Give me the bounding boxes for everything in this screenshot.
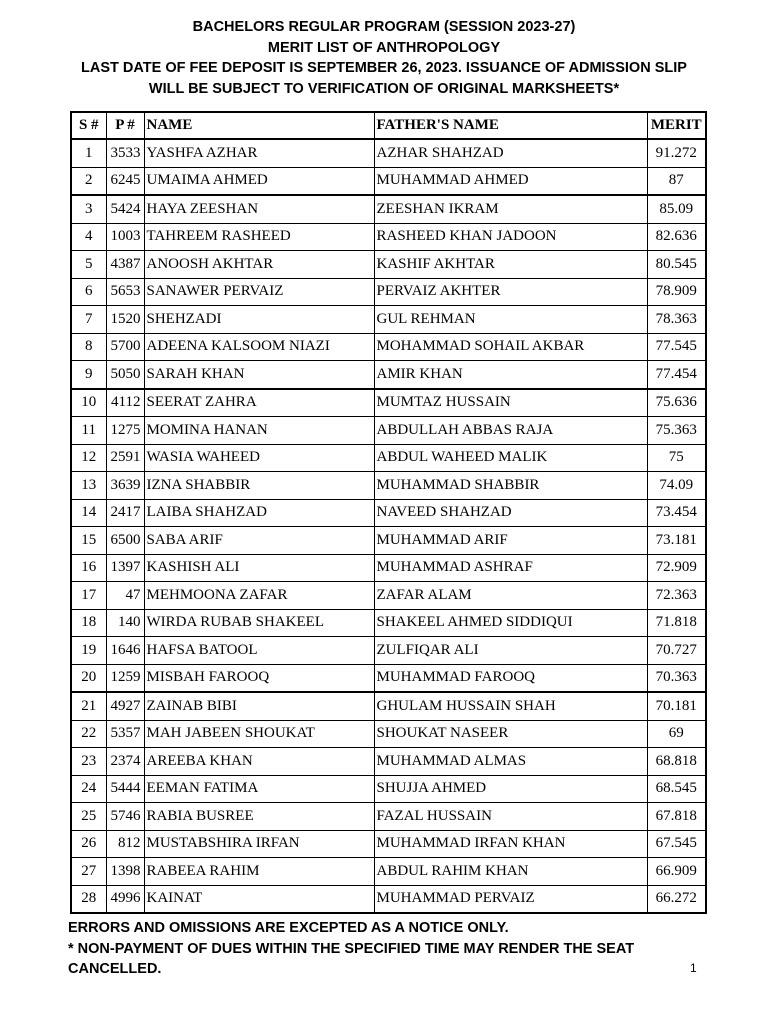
- cell-name: ANOOSH AKHTAR: [144, 251, 374, 279]
- cell-name: WIRDA RUBAB SHAKEEL: [144, 609, 374, 637]
- cell-p-number: 5050: [106, 361, 144, 389]
- cell-p-number: 2374: [106, 748, 144, 776]
- cell-p-number: 2591: [106, 444, 144, 472]
- cell-father-name: MUHAMMAD SHABBIR: [374, 472, 647, 500]
- table-row: [71, 306, 706, 334]
- cell-father-name: MUHAMMAD ALMAS: [374, 748, 647, 776]
- cell-serial: 24: [71, 775, 106, 803]
- cell-merit: 72.363: [647, 582, 706, 610]
- program-title: BACHELORS REGULAR PROGRAM (SESSION 2023-27): [192, 19, 576, 35]
- cell-serial: 1: [71, 139, 106, 167]
- table-row: [71, 885, 706, 913]
- table-row: [71, 830, 706, 858]
- cell-serial: 28: [71, 885, 106, 913]
- table-row: [71, 664, 706, 692]
- cell-father-name: PERVAIZ AKHTER: [374, 278, 647, 306]
- cell-p-number: 1520: [106, 306, 144, 334]
- errors-notice: ERRORS AND OMISSIONS ARE EXCEPTED AS A NOTICE ONLY.: [68, 920, 509, 936]
- cell-merit: 72.909: [647, 554, 706, 582]
- cell-merit: 78.909: [647, 278, 706, 306]
- table-row: [71, 444, 706, 472]
- cell-merit: 80.545: [647, 251, 706, 279]
- cell-serial: 26: [71, 830, 106, 858]
- cell-father-name: NAVEED SHAHZAD: [374, 499, 647, 527]
- cell-merit: 70.363: [647, 664, 706, 692]
- cell-p-number: 5357: [106, 720, 144, 748]
- cell-name: IZNA SHABBIR: [144, 472, 374, 500]
- cell-merit: 70.727: [647, 637, 706, 665]
- col-name-header: NAME: [144, 112, 374, 139]
- cell-p-number: 5424: [106, 195, 144, 223]
- col-p-number-header: P #: [106, 112, 144, 139]
- cell-father-name: ABDUL WAHEED MALIK: [374, 444, 647, 472]
- cell-father-name: GUL REHMAN: [374, 306, 647, 334]
- cell-name: ADEENA KALSOOM NIAZI: [144, 333, 374, 361]
- cell-p-number: 3533: [106, 139, 144, 167]
- cell-name: SABA ARIF: [144, 527, 374, 555]
- table-row: [71, 472, 706, 500]
- table-row: [71, 775, 706, 803]
- cell-father-name: MUHAMMAD AHMED: [374, 167, 647, 195]
- cell-p-number: 3639: [106, 472, 144, 500]
- table-row: [71, 527, 706, 555]
- cell-merit: 67.545: [647, 830, 706, 858]
- cell-father-name: ZEESHAN IKRAM: [374, 195, 647, 223]
- cell-serial: 22: [71, 720, 106, 748]
- cell-serial: 12: [71, 444, 106, 472]
- cell-p-number: 4387: [106, 251, 144, 279]
- merit-list-title: MERIT LIST OF ANTHROPOLOGY: [267, 39, 501, 56]
- cell-merit: 82.636: [647, 223, 706, 251]
- cell-p-number: 4112: [106, 389, 144, 417]
- cell-serial: 11: [71, 417, 106, 445]
- cell-merit: 78.363: [647, 306, 706, 334]
- cell-merit: 91.272: [647, 139, 706, 167]
- table-row: [71, 417, 706, 445]
- cell-name: KAINAT: [144, 885, 374, 913]
- non-payment-notice: * NON-PAYMENT OF DUES WITHIN THE SPECIFIED TIME MAY RENDER THE SEAT: [68, 940, 635, 957]
- cell-p-number: 2417: [106, 499, 144, 527]
- cell-p-number: 1646: [106, 637, 144, 665]
- cell-merit: 68.818: [647, 748, 706, 776]
- cell-serial: 5: [71, 251, 106, 279]
- cell-name: SANAWER PERVAIZ: [144, 278, 374, 306]
- cell-name: MEHMOONA ZAFAR: [144, 582, 374, 610]
- cell-serial: 3: [71, 195, 106, 223]
- cell-father-name: SHUJJA AHMED: [374, 775, 647, 803]
- cell-name: KASHISH ALI: [144, 554, 374, 582]
- cell-name: HAFSA BATOOL: [144, 637, 374, 665]
- cell-father-name: SHAKEEL AHMED SIDDIQUI: [374, 609, 647, 637]
- cell-father-name: ZULFIQAR ALI: [374, 637, 647, 665]
- cell-father-name: ABDULLAH ABBAS RAJA: [374, 417, 647, 445]
- cell-p-number: 6500: [106, 527, 144, 555]
- cell-father-name: AZHAR SHAHZAD: [374, 139, 647, 167]
- cell-serial: 7: [71, 306, 106, 334]
- cell-serial: 15: [71, 527, 106, 555]
- fee-deadline-notice: LAST DATE OF FEE DEPOSIT IS SEPTEMBER 26, 2023. ISSUANCE OF ADMISSION SLIP: [81, 60, 687, 76]
- cell-serial: 13: [71, 472, 106, 500]
- cell-merit: 71.818: [647, 609, 706, 637]
- table-row: [71, 554, 706, 582]
- cell-p-number: 812: [106, 830, 144, 858]
- cell-name: MISBAH FAROOQ: [144, 664, 374, 692]
- cell-merit: 73.454: [647, 499, 706, 527]
- cell-serial: 2: [71, 167, 106, 195]
- table-row: [71, 609, 706, 637]
- cell-name: MUSTABSHIRA IRFAN: [144, 830, 374, 858]
- cell-serial: 18: [71, 609, 106, 637]
- cell-father-name: GHULAM HUSSAIN SHAH: [374, 692, 647, 720]
- cell-serial: 23: [71, 748, 106, 776]
- table-row: [71, 499, 706, 527]
- non-payment-notice-cont: CANCELLED.: [68, 961, 162, 977]
- cell-merit: 75: [647, 444, 706, 472]
- col-father-name-header: FATHER'S NAME: [374, 112, 647, 139]
- cell-p-number: 6245: [106, 167, 144, 195]
- table-row: [71, 139, 706, 167]
- cell-p-number: 5746: [106, 803, 144, 831]
- document-footer: [68, 918, 688, 980]
- table-row: [71, 582, 706, 610]
- cell-name: SARAH KHAN: [144, 361, 374, 389]
- cell-p-number: 5653: [106, 278, 144, 306]
- table-row: [71, 858, 706, 886]
- merit-list-table: [70, 111, 707, 914]
- cell-p-number: 5444: [106, 775, 144, 803]
- cell-serial: 10: [71, 389, 106, 417]
- cell-father-name: MUHAMMAD IRFAN KHAN: [374, 830, 647, 858]
- cell-merit: 87: [647, 167, 706, 195]
- cell-father-name: ZAFAR ALAM: [374, 582, 647, 610]
- cell-name: ZAINAB BIBI: [144, 692, 374, 720]
- cell-father-name: MUHAMMAD ARIF: [374, 527, 647, 555]
- cell-serial: 6: [71, 278, 106, 306]
- cell-name: MOMINA HANAN: [144, 417, 374, 445]
- cell-merit: 68.545: [647, 775, 706, 803]
- cell-father-name: MUHAMMAD PERVAIZ: [374, 885, 647, 913]
- cell-father-name: AMIR KHAN: [374, 361, 647, 389]
- cell-name: WASIA WAHEED: [144, 444, 374, 472]
- cell-serial: 27: [71, 858, 106, 886]
- cell-name: LAIBA SHAHZAD: [144, 499, 374, 527]
- table-row: [71, 720, 706, 748]
- table-row: [71, 389, 706, 417]
- table-row: [71, 278, 706, 306]
- col-merit-header: MERIT: [647, 112, 706, 139]
- cell-p-number: 4996: [106, 885, 144, 913]
- cell-merit: 67.818: [647, 803, 706, 831]
- cell-serial: 19: [71, 637, 106, 665]
- cell-name: AREEBA KHAN: [144, 748, 374, 776]
- cell-merit: 77.454: [647, 361, 706, 389]
- cell-merit: 77.545: [647, 333, 706, 361]
- cell-father-name: MUHAMMAD FAROOQ: [374, 664, 647, 692]
- cell-father-name: FAZAL HUSSAIN: [374, 803, 647, 831]
- table-row: [71, 251, 706, 279]
- cell-name: RABIA BUSREE: [144, 803, 374, 831]
- table-row: [71, 333, 706, 361]
- cell-father-name: ABDUL RAHIM KHAN: [374, 858, 647, 886]
- cell-serial: 9: [71, 361, 106, 389]
- cell-merit: 75.636: [647, 389, 706, 417]
- cell-father-name: SHOUKAT NASEER: [374, 720, 647, 748]
- cell-p-number: 47: [106, 582, 144, 610]
- cell-p-number: 4927: [106, 692, 144, 720]
- cell-merit: 69: [647, 720, 706, 748]
- cell-merit: 73.181: [647, 527, 706, 555]
- cell-name: EEMAN FATIMA: [144, 775, 374, 803]
- table-row: [71, 692, 706, 720]
- cell-serial: 4: [71, 223, 106, 251]
- cell-serial: 21: [71, 692, 106, 720]
- cell-p-number: 1275: [106, 417, 144, 445]
- cell-merit: 85.09: [647, 195, 706, 223]
- cell-p-number: 1397: [106, 554, 144, 582]
- table-row: [71, 748, 706, 776]
- cell-name: HAYA ZEESHAN: [144, 195, 374, 223]
- cell-p-number: 140: [106, 609, 144, 637]
- table-row: [71, 637, 706, 665]
- cell-p-number: 1259: [106, 664, 144, 692]
- table-row: [71, 195, 706, 223]
- cell-name: MAH JABEEN SHOUKAT: [144, 720, 374, 748]
- cell-merit: 70.181: [647, 692, 706, 720]
- table-row: [71, 803, 706, 831]
- cell-name: TAHREEM RASHEED: [144, 223, 374, 251]
- cell-serial: 25: [71, 803, 106, 831]
- table-row: [71, 361, 706, 389]
- page-number: 1: [690, 961, 697, 975]
- document-header: [0, 17, 768, 99]
- cell-serial: 20: [71, 664, 106, 692]
- cell-serial: 14: [71, 499, 106, 527]
- cell-merit: 66.909: [647, 858, 706, 886]
- verification-notice: WILL BE SUBJECT TO VERIFICATION OF ORIGINAL MARKSHEETS*: [148, 80, 620, 97]
- cell-name: YASHFA AZHAR: [144, 139, 374, 167]
- cell-father-name: MUMTAZ HUSSAIN: [374, 389, 647, 417]
- cell-father-name: RASHEED KHAN JADOON: [374, 223, 647, 251]
- table-header-row: [71, 112, 706, 139]
- cell-merit: 66.272: [647, 885, 706, 913]
- cell-p-number: 1398: [106, 858, 144, 886]
- cell-father-name: MOHAMMAD SOHAIL AKBAR: [374, 333, 647, 361]
- col-serial-header: S #: [71, 112, 106, 139]
- cell-name: UMAIMA AHMED: [144, 167, 374, 195]
- cell-p-number: 1003: [106, 223, 144, 251]
- cell-name: SEERAT ZAHRA: [144, 389, 374, 417]
- table-row: [71, 223, 706, 251]
- cell-p-number: 5700: [106, 333, 144, 361]
- table-row: [71, 167, 706, 195]
- cell-serial: 8: [71, 333, 106, 361]
- cell-name: RABEEA RAHIM: [144, 858, 374, 886]
- cell-name: SHEHZADI: [144, 306, 374, 334]
- cell-merit: 75.363: [647, 417, 706, 445]
- cell-merit: 74.09: [647, 472, 706, 500]
- cell-serial: 16: [71, 554, 106, 582]
- cell-serial: 17: [71, 582, 106, 610]
- cell-father-name: KASHIF AKHTAR: [374, 251, 647, 279]
- cell-father-name: MUHAMMAD ASHRAF: [374, 554, 647, 582]
